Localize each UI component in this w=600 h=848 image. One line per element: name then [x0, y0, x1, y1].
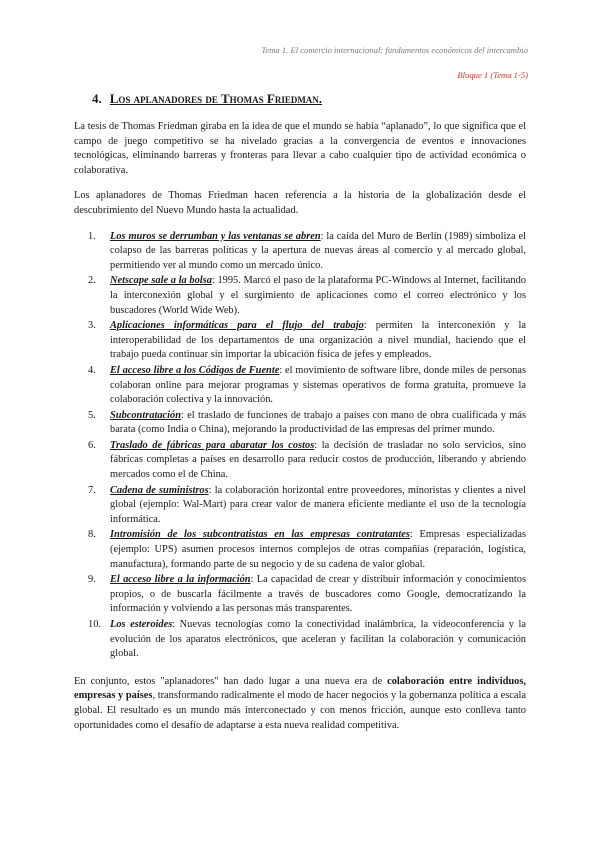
list-item [88, 364, 526, 408]
item-text: : La capacidad de crear y distribuir información y conocimientos propios, o de buscarla fácilmente a través de buscadores como Google, democratizando la información y volviendo a las personas más transparentes. [110, 574, 527, 615]
item-number: 5. [88, 409, 96, 421]
item-text: : permiten la interconexión y la interoperabilidad de los departamentos de una organización a nivel mundial, haciendo que el trabajo pueda continuar sin importar la ubicación física de jefes y empleados. [110, 320, 526, 361]
section-title-text: Los aplanadores de Thomas Friedman. [109, 91, 323, 106]
item-term: Subcontratación [110, 409, 182, 421]
intro-paragraph-2: Los aplanadores de Thomas Friedman hacen referencia a la historia de la globalización desde el descubrimiento del Nuevo Mundo hasta la actualidad. [74, 190, 526, 216]
item-term: El acceso libre a la información [110, 574, 251, 586]
section-number: 4. [92, 91, 102, 106]
item-number: 8. [88, 529, 96, 541]
section-title [92, 91, 322, 107]
list-item [88, 618, 526, 662]
item-term: El acceso libre a los Códigos de Fuente [110, 364, 280, 376]
list-item [88, 573, 527, 617]
item-text: : 1995. Marcó el paso de la plataforma PC-Windows al Internet, facilitando la interconexión global y el surgimiento de aplicaciones como el correo electrónico y los buscadores (World Wide Web). [110, 275, 526, 316]
item-text: : la decisión de trasladar no solo servicios, sino fábricas completas a países en desarrollo para reducir costos de producción, liberando y abriendo mercados como el de China. [110, 439, 526, 481]
item-term: Aplicaciones informáticas para el flujo del trabajo [110, 320, 364, 332]
item-number: 9. [88, 574, 96, 586]
block-label: Bloque 1 (Tema 1-5) [457, 70, 528, 80]
intro-paragraph-1: La tesis de Thomas Friedman giraba en la idea de que el mundo se había “aplanado”, lo que significa que el campo de juego competitivo se ha nivelado gracias a la convergencia de eventos e innovaciones tecnológicas, eliminando barreras y fronteras para llevar a cabo cualquier tipo de actividad económica o colaborativa. [74, 121, 526, 176]
list-item [88, 319, 526, 363]
item-text: : el movimiento de software libre, donde miles de personas colaboran online para mejorar programas y sistemas operativos de forma gratuita, promueve la colaboración colectiva y la innovación. [110, 364, 526, 406]
item-text: : la colaboración horizontal entre proveedores, minoristas y clientes a nivel global (ejemplo: Wal-Mart) para crear valor de manera eficiente mediante el uso de la tecnología informática. [110, 484, 526, 525]
item-number: 4. [88, 364, 96, 376]
item-term: Los muros se derrumban y las ventanas se abren [110, 230, 321, 242]
document-body [74, 120, 526, 744]
list-item [88, 528, 527, 572]
item-text: : la caída del Muro de Berlín (1989) simboliza el colapso de las barreras políticas y la apertura de nuevas áreas al comercio y al mercado global, permitiendo ver al mundo como un mercado único. [110, 230, 526, 271]
item-number: 6. [88, 439, 96, 451]
list-item [88, 484, 526, 528]
list-item [88, 274, 526, 318]
list-item [88, 409, 526, 438]
list-item [88, 230, 526, 274]
item-text: : el traslado de funciones de trabajo a países con mano de obra cualificada y más barata (como India o China), mejorando la productividad de las empresas del primer mundo. [110, 409, 526, 436]
conclusion-highlight: colaboración entre individuos, empresas y países [74, 675, 526, 702]
aplanadores-list [74, 230, 526, 662]
item-term: Los esteroides [110, 619, 173, 630]
conclusion-text-before: En conjunto, estos "aplanadores" han dado lugar a una nueva era de [74, 675, 388, 687]
item-text: : Nuevas tecnologías como la conectividad inalámbrica, la videoconferencia y la evolución de los aparatos electrónicos, que aceleran y facilitan la colaboración y comunicación global. [110, 619, 526, 660]
item-number: 1. [88, 230, 96, 242]
conclusion-paragraph [74, 675, 526, 733]
item-term: Netscape sale a la bolsa [110, 275, 212, 287]
item-number: 10. [88, 619, 101, 630]
item-number: 2. [88, 275, 96, 287]
item-term: Cadena de suministros [110, 484, 209, 496]
item-number: 3. [88, 320, 96, 332]
list-item [88, 439, 526, 483]
conclusion-text-after: , transformando radicalmente el modo de hacer negocios y la gobernanza política a escala global. El resultado es un mundo más interconectado y con menos fricción, aunque esto conlleva tanto oportunidades como el desafío de adaptarse a esta nueva realidad competitiva. [74, 690, 526, 731]
item-text: : Empresas especializadas (ejemplo: UPS) asumen procesos internos complejos de otras compañías (reparación, logística, manufactura), formando parte de su negocio y de su cadena de valor global. [110, 529, 527, 570]
item-term: Traslado de fábricas para abaratar los costos [110, 439, 315, 451]
item-term: Intromisión de los subcontratistas en las empresas contratantes [110, 529, 410, 541]
item-number: 7. [88, 484, 96, 496]
running-header: Tema 1. El comercio internacional: fundamentos económicos del intercambio [261, 45, 528, 55]
